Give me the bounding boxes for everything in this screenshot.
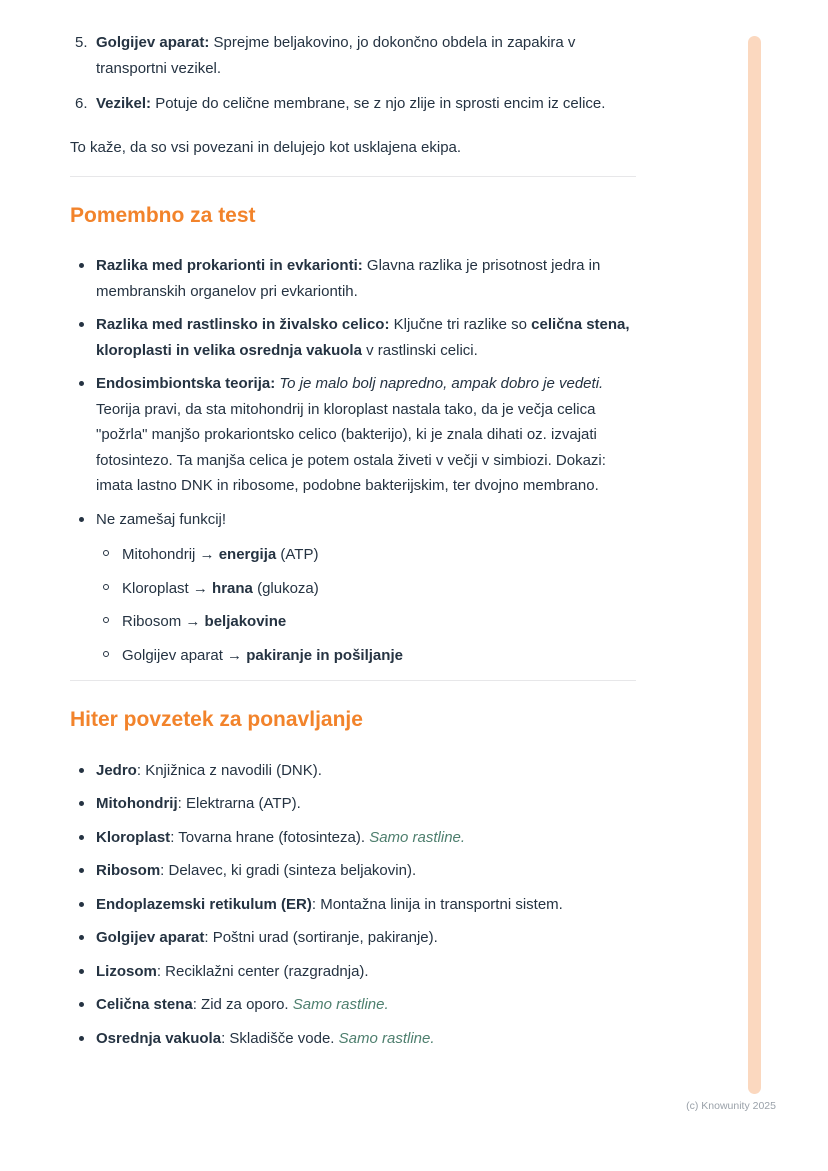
bold-term: Vezikel:	[96, 95, 152, 112]
list-item	[70, 992, 636, 1018]
item-text: : Skladišče vode.	[221, 1029, 339, 1047]
list-item	[70, 758, 636, 784]
list-item	[70, 791, 636, 817]
item-text: : Reciklažni center (razgradnja).	[156, 962, 369, 980]
item-text: : Montažna linija in transportni sistem.	[311, 895, 563, 913]
list-number: 5.	[75, 34, 88, 51]
item-text: : Knjižnica z navodili (DNK).	[136, 761, 322, 779]
sublist-item	[96, 643, 636, 669]
bold-term: Kloroplast	[96, 828, 171, 846]
bold-term: energija	[218, 546, 277, 564]
item-text: Ključne tri razlike so	[389, 316, 532, 334]
organelle-process-numbered-list	[70, 30, 636, 117]
bold-term: Celična stena	[96, 996, 193, 1013]
list-item	[70, 925, 636, 951]
bold-term: Endosimbiontska teorija:	[96, 375, 276, 393]
bold-term: Jedro	[96, 761, 137, 779]
bold-term: hrana	[212, 579, 253, 597]
item-text: (ATP)	[276, 546, 319, 564]
bold-phrase: celična stena, kloroplasti in velika osrednja vakuola	[96, 316, 630, 359]
sublist-item	[96, 576, 636, 602]
item-text: (glukoza)	[252, 579, 319, 597]
italic-note: Samo rastline.	[338, 1029, 435, 1047]
sublist-item	[96, 609, 636, 635]
item-text: Teorija pravi, da sta mitohondrij in kloroplast nastala tako, da je večja celica "požrla" manjšo prokariontsko celico (bakterijo), ki je znala dihati oz. izvajati fotosintezo. Ta manjša celica je potem ostala živeti v večji v simbiozi. Dokazi: imata lastno DNK in ribosome, podobne bakterijskim, ter dvojno membrano.	[96, 400, 606, 495]
section-title-test: Pomembno za test	[70, 204, 256, 227]
functions-sublist	[96, 542, 636, 668]
bold-term: Ribosom	[96, 862, 161, 879]
item-text: Glavna razlika je prisotnost jedra in membranskih organelov pri evkariontih.	[96, 257, 601, 300]
item-text: Sprejme beljakovino, jo dokončno obdela in zapakira v transportni vezikel.	[96, 34, 576, 77]
document-content	[70, 30, 636, 1059]
item-text: Potuje do celične membrane, se z njo zlije in sprosti encim iz celice.	[151, 95, 606, 112]
item-text: Kloroplast →	[122, 579, 213, 597]
bold-term: Endoplazemski retikulum (ER)	[96, 895, 312, 913]
bold-term: Mitohondrij	[96, 795, 178, 812]
list-item	[70, 858, 636, 884]
item-text: : Delavec, ki gradi (sinteza beljakovin).	[160, 862, 417, 879]
list-item	[70, 892, 636, 918]
list-item	[70, 959, 636, 985]
item-text: Golgijev aparat →	[122, 646, 247, 664]
list-item	[70, 1026, 636, 1052]
item-text: v rastlinski celici.	[361, 341, 478, 359]
item-text: Ribosom →	[122, 613, 205, 631]
list-item	[70, 507, 636, 669]
bold-term: Razlika med rastlinsko in živalsko celico:	[96, 316, 390, 334]
item-text: : Tovarna hrane (fotosinteza).	[170, 828, 370, 846]
test-points-list	[70, 253, 636, 668]
list-item	[70, 312, 636, 363]
section-divider	[70, 176, 636, 177]
right-accent-stripe	[748, 36, 761, 1094]
list-item	[70, 371, 636, 499]
italic-note: To je malo bolj napredno, ampak dobro je vedeti.	[275, 375, 604, 393]
footer-copyright: (c) Knowunity 2025	[686, 1100, 776, 1112]
item-text: : Poštni urad (sortiranje, pakiranje).	[204, 929, 438, 946]
item-text: : Zid za oporo.	[192, 996, 293, 1013]
bold-term: Golgijev aparat	[96, 929, 205, 946]
list-item	[70, 30, 636, 81]
bold-term: Golgijev aparat:	[96, 34, 210, 51]
list-number: 6.	[75, 95, 88, 112]
summary-list	[70, 758, 636, 1052]
list-item	[70, 91, 636, 117]
italic-note: Samo rastline.	[369, 828, 466, 846]
section-divider	[70, 680, 636, 681]
bold-term: pakiranje in pošiljanje	[246, 646, 403, 664]
sublist-item	[96, 542, 636, 568]
italic-note: Samo rastline.	[292, 996, 389, 1013]
section-title-summary: Hiter povzetek za ponavljanje	[70, 708, 363, 732]
item-text: : Elektrarna (ATP).	[177, 795, 301, 812]
list-item	[70, 825, 636, 851]
item-text: Ne zamešaj funkcij!	[96, 510, 227, 528]
bold-term: Razlika med prokarionti in evkarionti:	[96, 257, 363, 275]
closing-paragraph: To kaže, da so vsi povezani in delujejo kot usklajena ekipa.	[70, 138, 462, 156]
bold-term: beljakovine	[204, 613, 287, 631]
bold-term: Osrednja vakuola	[96, 1029, 222, 1047]
bold-term: Lizosom	[96, 962, 157, 980]
list-item	[70, 253, 636, 304]
item-text: Mitohondrij →	[122, 546, 219, 564]
